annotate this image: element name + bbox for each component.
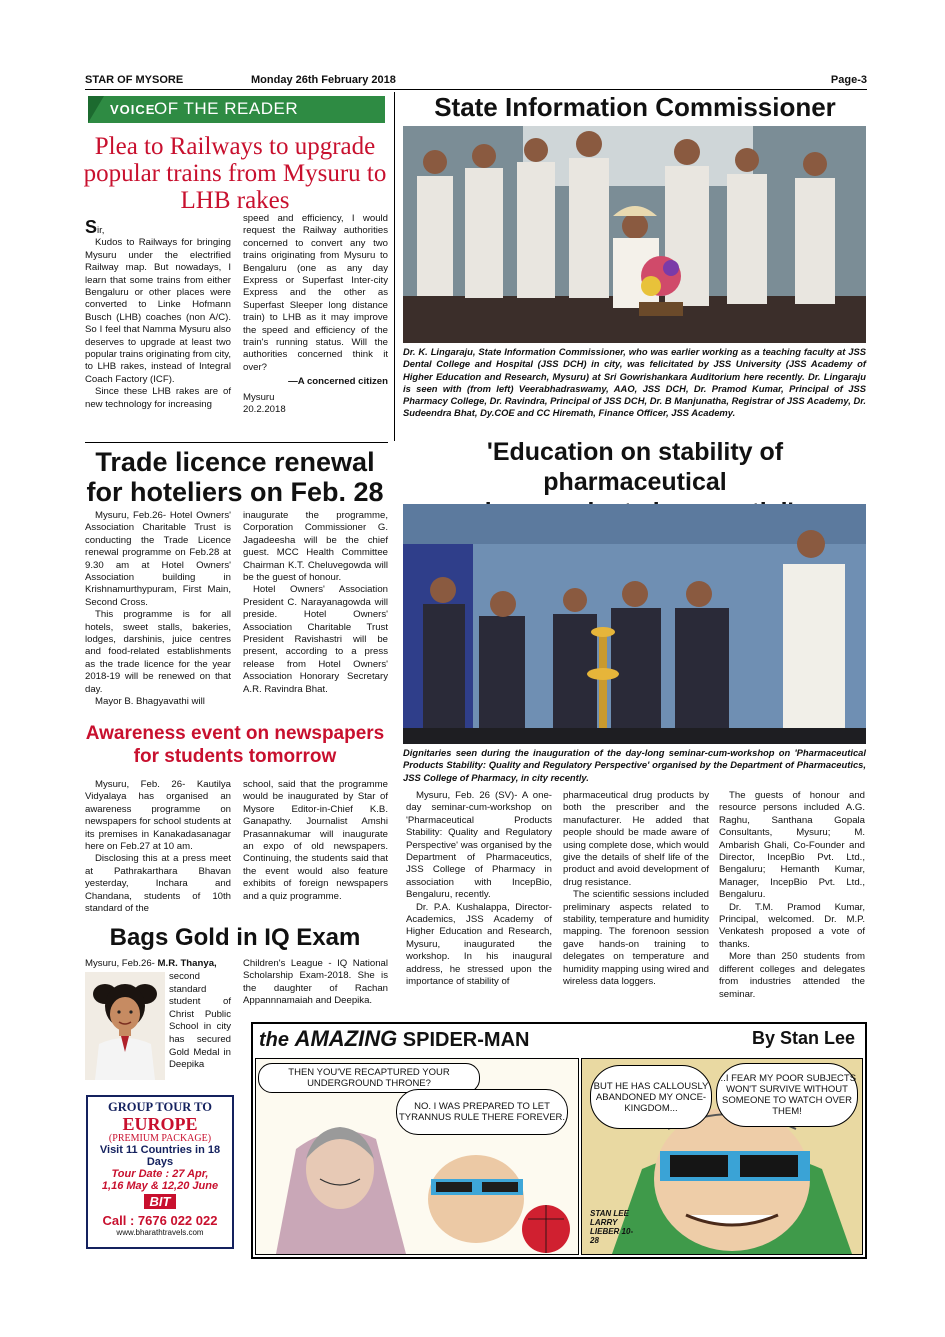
voice-signoff: —A concerned citizen: [288, 376, 388, 388]
iq-dateline: Mysuru, Feb.26-: [85, 958, 155, 969]
trade-col-1: [85, 510, 231, 709]
ad-line: Tour Date : 27 Apr,: [111, 1168, 209, 1180]
ad-line: GROUP TOUR TO: [108, 1100, 212, 1114]
student-photo: [85, 972, 165, 1080]
pharma-para: pharmaceutical drug products by both the prescriber and the manufacturer. He added that people should be made aware of using complete dose, which would give the details of shelf life of the product and avoid development of drug resistance.: [563, 790, 709, 888]
trade-col-2: [243, 510, 388, 696]
trade-headline-line: for hoteliers on Feb. 28: [86, 477, 384, 507]
voice-para: Since these LHB rakes are of new technology for increasing: [85, 386, 231, 410]
speech-bubble: NO. I WAS PREPARED TO LET TYRANNUS RULE THERE FOREVER.: [396, 1089, 568, 1135]
salutation: ir,: [97, 225, 105, 236]
iq-student-name: M.R. Thanya,: [157, 958, 217, 969]
awareness-para: Disclosing this at a press meet at Pathrakarthara Bhavan yesterday, Inchara and Chandana, students of 10th standard of the: [85, 853, 231, 915]
ad-line: EUROPE: [122, 1114, 198, 1134]
paper-name: STAR OF MYSORE: [85, 74, 184, 86]
sic-headline: State Information Commissioner: [434, 92, 836, 122]
trade-headline-line: Trade licence renewal: [95, 447, 375, 477]
voice-place: Mysuru: [243, 391, 275, 403]
section-rule: [85, 442, 388, 443]
comic-strip: [251, 1022, 867, 1259]
sic-photo: [403, 126, 866, 343]
ad-line: (PREMIUM PACKAGE): [108, 1133, 212, 1144]
voice-col-1: [85, 217, 231, 411]
ad-logo: BIT: [144, 1194, 177, 1209]
voice-banner: [88, 96, 385, 123]
comic-title-part: AMAZING: [294, 1026, 398, 1051]
pharma-para: More than 250 students from different colleges and delegates from industries attended the seminar.: [719, 951, 865, 1000]
voice-label: VOICE: [110, 102, 156, 117]
page-number: Page-3: [830, 74, 867, 86]
iq-col-2: [243, 958, 388, 1008]
iq-col-1: [169, 971, 231, 1072]
trade-para: Hotel Owners' Association President C. Narayanagowda will preside. Hotel Owners' Association Charitable Trust President Ravishastri will be present, according to a press release from Hotel Owners' Association Honorary Secretary A.R. Ravindra Bhat.: [243, 584, 388, 695]
voice-para: speed and efficiency, I would request the Railway authorities concerned to convert any two trains originating from Mysuru to Bengaluru (one as any day Express or Superfast Inter-city Express and the other as Superfast Sleeper long distance train) to LHB as it may improve the speed and efficiency of the train's running status. Will the authorities concerned think it over?: [243, 213, 388, 373]
pharma-para: The guests of honour and resource persons included A.G. Raghu, Santhana Gopala Consultants, Mysuru; M. Ambarish Ghali, Co-Founder and Director, IncepBio Pvt. Ltd., Bengaluru; Hemanth Kumar, Manager, IncepBio Pvt. Ltd., Bengaluru.: [719, 790, 865, 901]
awareness-headline: [82, 722, 388, 768]
dropcap: S: [85, 217, 98, 237]
speech-bubble: THEN YOU'VE RECAPTURED YOUR UNDERGROUND THRONE?: [258, 1063, 480, 1093]
comic-title-part: the: [259, 1029, 289, 1051]
ad-phone[interactable]: Call : 7676 022 022: [102, 1213, 218, 1228]
masthead-rule: [85, 89, 867, 90]
awareness-col-1: [85, 779, 231, 915]
comic-panel-2: [581, 1058, 863, 1255]
awareness-para: Mysuru, Feb. 26- Kautilya Vidyalaya has organised an awareness programme on newspapers for school students at its premises in Kanakadasanagar here on Feb.27 at 10 am.: [85, 779, 231, 853]
speech-bubble: ...I FEAR MY POOR SUBJECTS WON'T SURVIVE WITHOUT SOMEONE TO WATCH OVER THEM!: [716, 1063, 858, 1127]
pharma-para: The scientific sessions included preliminary aspects related to stability, temperature and humidity mapping. The forenoon session gave hands-on training to delegates on temperature and humidity mapping using wired and wireless data loggers.: [563, 889, 709, 988]
awareness-col-2: [243, 779, 388, 903]
pharma-photo: [403, 504, 866, 744]
trade-para: Mysuru, Feb.26- Hotel Owners' Association Charitable Trust is conducting the Trade Licence renewal programme on Feb.28 at 9.30 am at Hotel Owners' Association building in Krishnamurthypuram, First Main, Second Cross.: [85, 510, 231, 608]
iq-headline: Bags Gold in IQ Exam: [109, 924, 361, 951]
voice-para: Kudos to Railways for bringing Mysuru under the electrified Railway map. But nowadays, I learn that some trains from either Bengaluru or other places were converted to Linke Hofmann Busch (LHB) coaches (non A/C). So I feel that Namma Mysuru also deserves to upgrade at least two popular trains originating from city, to LHB rakes, instead of Integral Coach Factory (ICF).: [85, 237, 231, 385]
pharma-para: Mysuru, Feb. 26 (SV)- A one-day seminar-cum-workshop on 'Pharmaceutical Products Stability: Quality and Regulatory Perspective' was organised by the Department of Pharmaceutics, JSS College of Pharmacy in association with IncepBio, Bengaluru, recently.: [406, 790, 552, 901]
comic-title-part: SPIDER-MAN: [402, 1029, 530, 1051]
trade-para: inaugurate the programme, Corporation Commissioner G. Jagadeesha will be the chief guest. MCC Health Committee Chairman K.T. Cheluvegowda will be the guest of honour.: [243, 510, 388, 584]
masthead: [85, 74, 867, 88]
ad-website[interactable]: www.bharathtravels.com: [116, 1228, 204, 1237]
pharma-caption: Dignitaries seen during the inauguration of the day-long seminar-cum-workshop on 'Pharmaceutical Products Stability: Quality and Regulatory Perspective' organised by the Department of Pharmaceutics, JSS College of Pharmacy, in city recently.: [403, 747, 866, 783]
pharma-col-1: [406, 790, 552, 989]
speech-bubble: BUT HE HAS CALLOUSLY ABANDONED MY ONCE-KINGDOM...: [590, 1065, 712, 1129]
comic-title: [259, 1026, 529, 1052]
travel-ad[interactable]: [86, 1095, 234, 1249]
comic-panel-1: [255, 1058, 579, 1255]
trade-para: This programme is for all hotels, sweet stalls, bakeries, lodges, darshinis, juice centres and food-related establishments as the trade licence for the year 2018-19 will be renewed on that day.: [85, 609, 231, 695]
trade-para: Mayor B. Bhagyavathi will: [95, 696, 205, 708]
voice-col-2: [243, 213, 388, 417]
awareness-headline-line: for students tomorrow: [133, 746, 337, 767]
comic-byline: By Stan Lee: [751, 1028, 855, 1048]
ad-line: 1,16 May & 12,20 June: [101, 1180, 219, 1192]
pharma-col-2: [563, 790, 709, 989]
iq-para: Children's League - IQ National Scholarship Exam-2018. She is the daughter of Rachan Appannnamaiah and Deepika.: [243, 958, 388, 1007]
trade-headline: [82, 447, 388, 507]
comic-credit: STAN LEE LARRY LIEBER 10-28: [590, 1209, 634, 1245]
ad-line: Visit 11 Countries in 18 Days: [99, 1144, 221, 1168]
reader-label: OF THE READER: [154, 99, 299, 118]
issue-date: Monday 26th February 2018: [251, 74, 396, 86]
iq-para: second standard student of Christ Public School in city has secured Gold Medal in Deepika: [169, 971, 231, 1071]
banner-corner: [88, 96, 104, 123]
column-rule: [394, 92, 395, 441]
awareness-para: school, said that the programme would be inaugurated by Star of Mysore Editor-in-Chief K.B. Ganapathy. Journalist Amshi Prasannakumar will inaugurate an expo of old newspapers. Continuing, the students said that the event would also feature exhibits of foreign newspapers and a quiz programme.: [243, 779, 388, 902]
pharma-col-3: [719, 790, 865, 1001]
pharma-headline-line: 'Education on stability of pharmaceutical: [486, 438, 784, 496]
voice-headline: Plea to Railways to upgrade popular trains from Mysuru to LHB rakes: [83, 133, 387, 214]
sic-caption: Dr. K. Lingaraju, State Information Commissioner, who was earlier working as a teaching faculty at JSS Dental College and Hospital (JSS DCH) in city, was felicitated by JSS University (JSS Academy of Higher Education and Research, Mysuru) at Sri Gowrishankara Auditorium here recently. Dr. Lingaraju is seen with (from left) Veerabhadraswamy, AAO, JSS DCH, Dr. Pramod Kumar, Principal of JSS Pharmacy College, Dr. Ravindra, Principal of JSS DCH, Dr. B Manjunatha, Registrar of JSS Academy, Dr. Sudeendra Bhat, Dy.COE and CC Hiremath, Finance Officer, JSS Academy.: [403, 346, 866, 419]
voice-date: 20.2.2018: [243, 404, 286, 416]
awareness-headline-line: Awareness event on newspapers: [85, 723, 385, 744]
iq-lead: [85, 958, 231, 970]
pharma-para: Dr. P.A. Kushalappa, Director- Academics, JSS Academy of Higher Education and Research, Mysuru, inaugurated the workshop. In his inaugural address, he stressed upon the importance of stability of: [406, 901, 552, 988]
pharma-para: Dr. T.M. Pramod Kumar, Principal, welcomed. Dr. M.P. Venkatesh proposed a vote of thanks.: [719, 901, 865, 950]
